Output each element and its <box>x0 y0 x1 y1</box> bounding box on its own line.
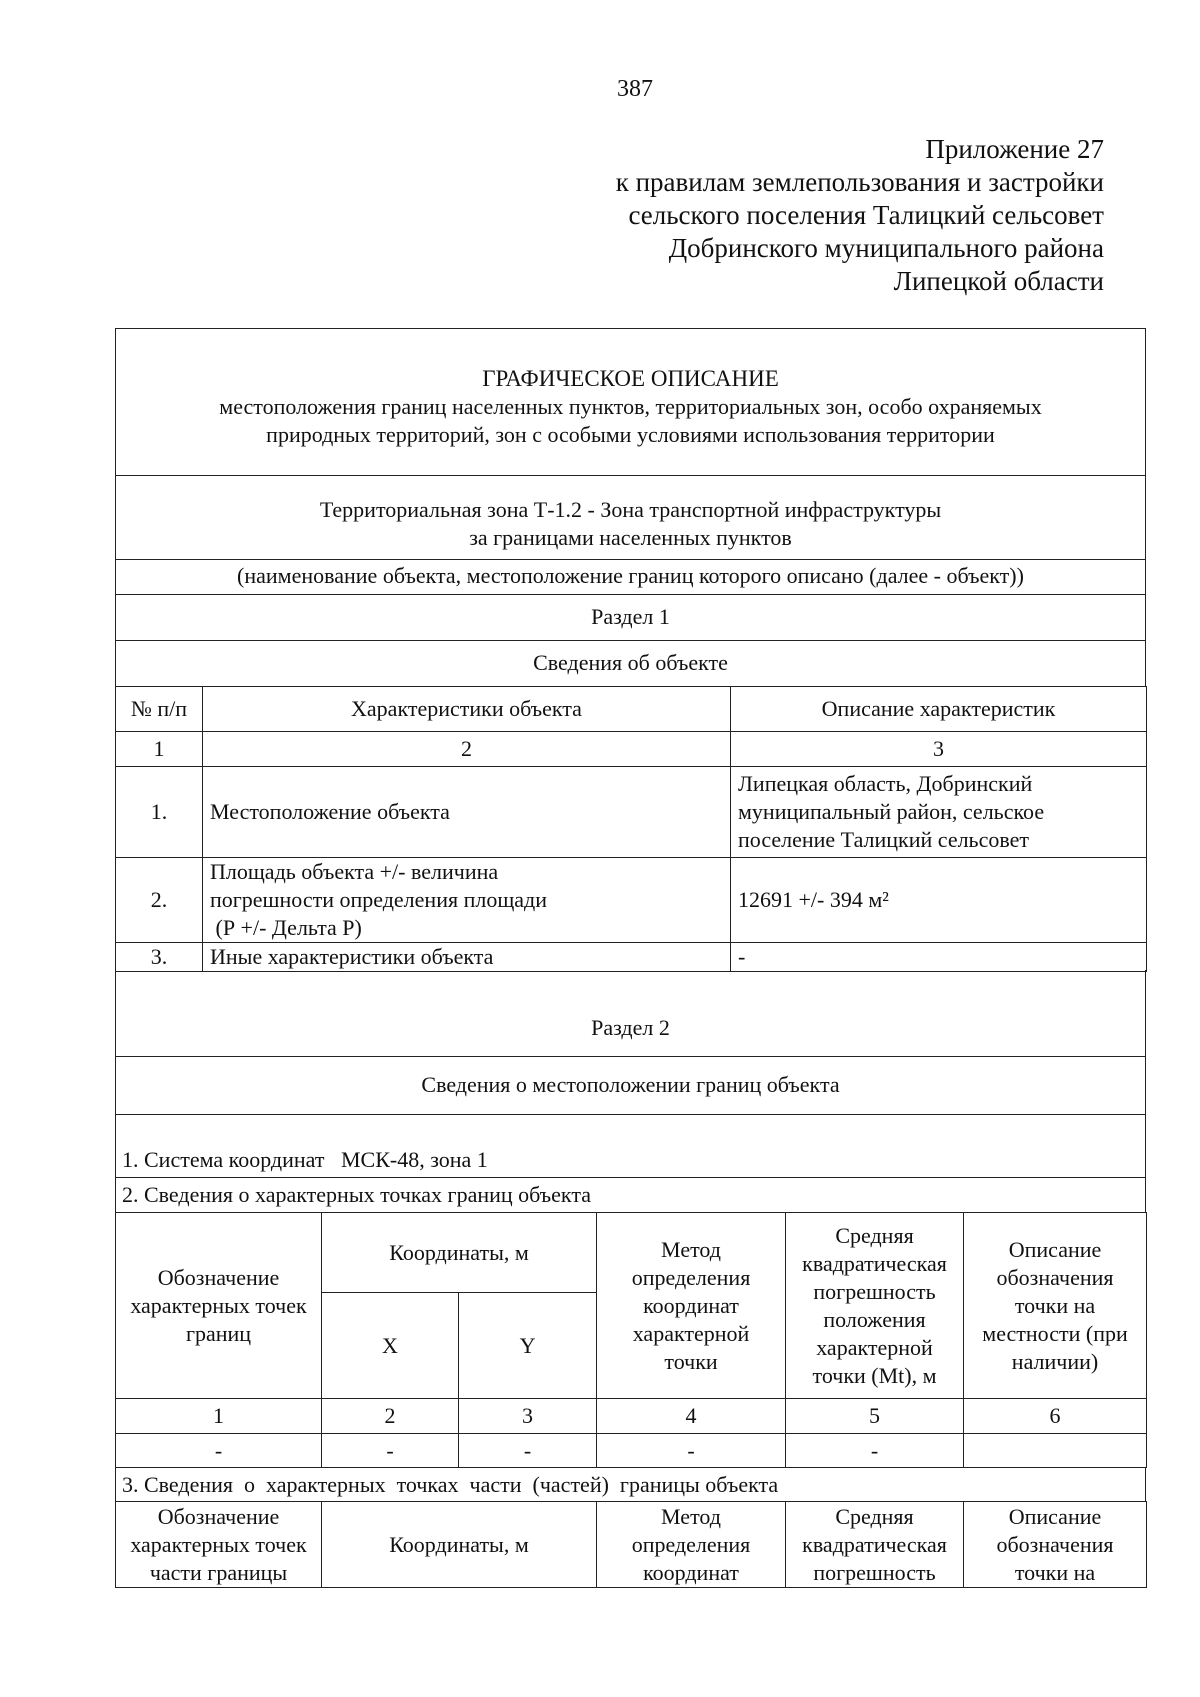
table-row <box>116 943 1147 972</box>
header-text: определения <box>631 1531 751 1557</box>
row-number: 1. <box>116 767 203 858</box>
header-text: координат <box>643 1292 739 1318</box>
points-heading-text: 2. Сведения о характерных точках границ объекта <box>122 1182 591 1207</box>
column-header-error <box>786 1502 964 1588</box>
column-header: Описание характеристик <box>731 687 1147 732</box>
description-text: муниципальный район, сельское <box>738 799 1045 824</box>
object-info-table <box>115 686 1147 972</box>
section2-title: Раздел 2 <box>591 1015 670 1040</box>
appendix-line: к правилам землепользования и застройки <box>615 167 1104 197</box>
section2-subtitle: Сведения о местоположении границ объекта <box>421 1072 840 1097</box>
header-text: Описание <box>1008 1236 1102 1262</box>
header-text: Обозначение <box>157 1503 280 1529</box>
appendix-line: Добринского муниципального района <box>668 233 1104 263</box>
header-text: Обозначение <box>157 1264 280 1290</box>
document-subtitle: природных территорий, зон с особыми условиями использования территории <box>266 422 995 447</box>
header-text: Средняя <box>835 1503 914 1529</box>
column-header: Характеристики объекта <box>203 687 731 732</box>
table-row <box>116 858 1147 943</box>
description-text: поселение Талицкий сельсовет <box>738 827 1029 852</box>
column-number: 3 <box>731 732 1147 767</box>
header-text: положения <box>823 1306 926 1332</box>
column-header-y: Y <box>459 1293 597 1399</box>
object-name: за границами населенных пунктов <box>469 525 792 550</box>
boundary-parts-table <box>115 1501 1147 1588</box>
header-text: определения <box>631 1264 751 1290</box>
header-text: погрешность <box>813 1278 936 1304</box>
header-text: местности (при <box>982 1320 1128 1346</box>
object-caption-text: (наименование объекта, местоположение границ которого описано (далее - объект)) <box>237 563 1024 588</box>
header-text: точки (Mt), м <box>812 1362 937 1388</box>
section1-subtitle-row <box>115 640 1146 686</box>
description-cell <box>731 858 1147 943</box>
characteristic-text: Площадь объекта +/- величина <box>210 859 499 884</box>
table-header-row <box>116 1213 1147 1293</box>
column-header-description <box>964 1502 1147 1588</box>
header-text: Описание <box>1008 1503 1102 1529</box>
points-heading-row <box>115 1177 1146 1212</box>
header-text: точки на <box>1014 1559 1096 1585</box>
parts-heading-text: 3. Сведения о характерных точках части (частей) границы объекта <box>122 1472 779 1497</box>
header-text: квадратическая <box>802 1531 947 1557</box>
column-number-row <box>116 732 1147 767</box>
appendix-line: сельского поселения Талицкий сельсовет <box>628 200 1104 230</box>
section1-subtitle: Сведения об объекте <box>533 650 728 675</box>
table-cell <box>964 1434 1147 1468</box>
column-number: 1 <box>116 732 203 767</box>
column-number: 3 <box>459 1399 597 1434</box>
header-text: границ <box>185 1320 252 1346</box>
header-text: Средняя <box>835 1222 914 1248</box>
column-header-x: X <box>322 1293 459 1399</box>
column-number: 1 <box>116 1399 322 1434</box>
column-header-description <box>964 1213 1147 1399</box>
header-text: части границы <box>149 1559 288 1585</box>
column-number-row <box>116 1399 1147 1434</box>
header-text: обозначения <box>996 1264 1114 1290</box>
row-number: 2. <box>116 858 203 943</box>
coord-system-text: 1. Система координат МСК-48, зона 1 <box>122 1147 488 1172</box>
header-text: наличии) <box>1011 1348 1099 1374</box>
column-number: 4 <box>597 1399 786 1434</box>
column-number: 2 <box>322 1399 459 1434</box>
coord-system-row <box>115 1114 1146 1177</box>
table-cell: - <box>786 1434 964 1468</box>
column-number: 6 <box>964 1399 1147 1434</box>
header-text: квадратическая <box>802 1250 947 1276</box>
table-cell: - <box>116 1434 322 1468</box>
column-header-point-name <box>116 1213 322 1399</box>
header-text: характерных точек <box>130 1292 307 1318</box>
object-name-block <box>115 475 1146 559</box>
table-header-row <box>116 1502 1147 1588</box>
header-text: обозначения <box>996 1531 1114 1557</box>
column-header-coords: Координаты, м <box>322 1213 597 1293</box>
parts-heading-row <box>115 1467 1146 1501</box>
header-text: характерной <box>632 1320 750 1346</box>
section1-title-row <box>115 594 1146 640</box>
appendix-block <box>616 133 1104 298</box>
header-text: координат <box>643 1559 739 1585</box>
object-caption <box>115 559 1146 594</box>
section1-title: Раздел 1 <box>591 604 670 629</box>
characteristic-text: погрешности определения площади <box>210 887 548 912</box>
column-header-error <box>786 1213 964 1399</box>
characteristic-text: Иные характеристики объекта <box>203 943 731 972</box>
header-text: погрешность <box>813 1559 936 1585</box>
section2-subtitle-row <box>115 1056 1146 1114</box>
column-header-method <box>597 1502 786 1588</box>
header-text: характерной <box>816 1334 933 1360</box>
table-cell: - <box>597 1434 786 1468</box>
table-row <box>116 1434 1147 1468</box>
column-header-coords: Координаты, м <box>322 1502 597 1588</box>
column-number: 5 <box>786 1399 964 1434</box>
section2-title-row <box>115 970 1146 1056</box>
description-text: 12691 +/- 394 м² <box>738 887 889 912</box>
description-text: Липецкая область, Добринский <box>738 771 1033 796</box>
row-number: 3. <box>116 943 203 972</box>
header-text: точки на <box>1014 1292 1096 1318</box>
page-number: 387 <box>617 76 653 102</box>
column-header-point-name <box>116 1502 322 1588</box>
characteristic-cell <box>203 767 731 858</box>
description-cell <box>731 767 1147 858</box>
characteristic-cell <box>203 858 731 943</box>
boundary-points-table <box>115 1212 1147 1468</box>
appendix-line: Липецкой области <box>893 266 1104 296</box>
table-header-row <box>116 687 1147 732</box>
header-text: Метод <box>661 1503 721 1529</box>
header-text: точки <box>664 1348 718 1374</box>
table-cell: - <box>459 1434 597 1468</box>
header-text: Метод <box>661 1236 721 1262</box>
document-subtitle: местоположения границ населенных пунктов, территориальных зон, особо охраняемых <box>219 394 1042 419</box>
document-title: ГРАФИЧЕСКОЕ ОПИСАНИЕ <box>482 366 779 391</box>
appendix-line: Приложение 27 <box>925 134 1104 164</box>
table-cell: - <box>322 1434 459 1468</box>
description-text: - <box>731 943 1147 972</box>
characteristic-text: Местоположение объекта <box>210 799 450 824</box>
column-number: 2 <box>203 732 731 767</box>
object-name: Территориальная зона Т-1.2 - Зона транспортной инфраструктуры <box>319 497 942 522</box>
column-header: № п/п <box>116 687 203 732</box>
table-row <box>116 767 1147 858</box>
header-text: характерных точек <box>130 1531 307 1557</box>
column-header-method <box>597 1213 786 1399</box>
characteristic-text: (Р +/- Дельта Р) <box>210 915 362 940</box>
document-header <box>115 328 1146 475</box>
